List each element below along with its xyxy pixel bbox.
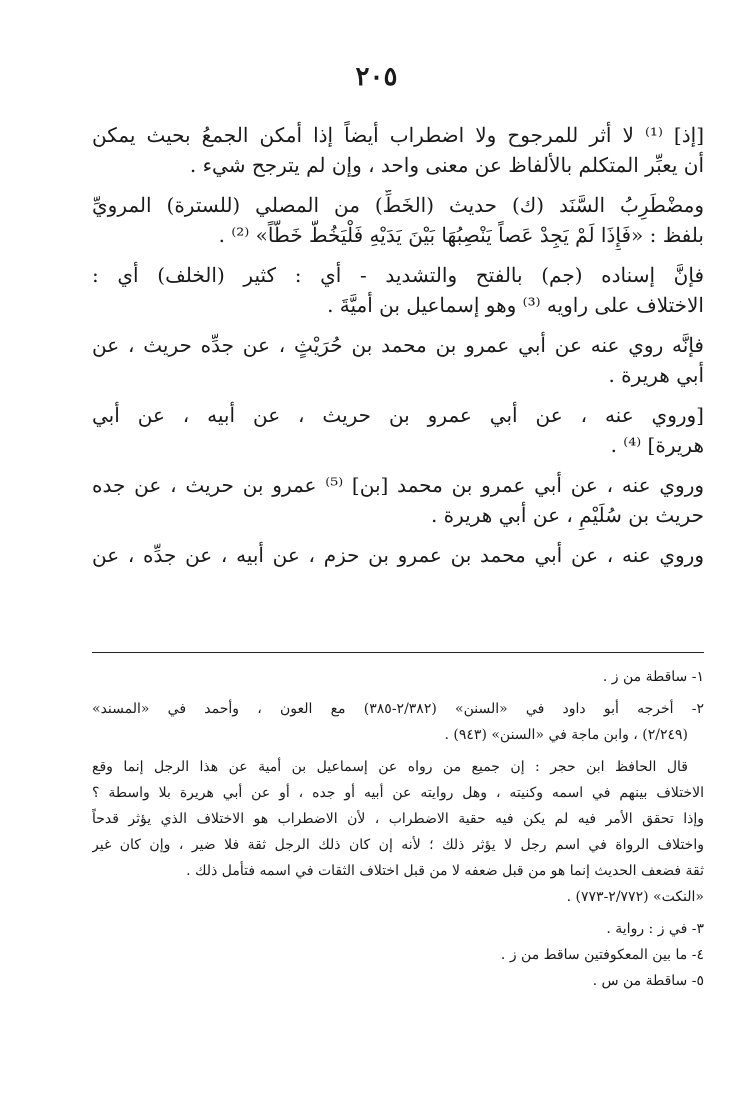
footnote-2: ٢- أخرجه أبو داود في «السنن» (٢/٣٨٢-٣٨٥) مع العون ، وأحمد في «المسند»	[92, 701, 704, 717]
page-number: ٢٠٥	[355, 62, 398, 92]
body-line: أبي هريرة .	[608, 363, 704, 387]
footnote-3: ٣- في ز : رواية .	[606, 921, 704, 937]
body-line: فإنَّ إسناده (جم) بالفتح والتشديد - أي : كثير (الخلف) أي :	[92, 263, 704, 287]
body-line: فإنَّه روي عنه عن أبي عمرو بن محمد بن حُرَيْثٍ ، عن جدِّه حريث ، عن	[92, 333, 704, 357]
body-line: وروي عنه ، عن أبي محمد بن عمرو بن حزم ، عن أبيه ، عن جدِّه ، عن	[92, 543, 704, 567]
footnotes	[92, 664, 704, 994]
footnote-5: ٥- ساقطة من س .	[592, 973, 704, 989]
body-line: بلفظ : «فَإِذَا لَمْ يَجِدْ عَصاً يَنْصِبُهَا بَيْنَ يَدَيْهِ فَلْيَخُطَّ خَطّاً» ⁽²⁾ .	[218, 223, 704, 247]
footnote-divider	[92, 652, 704, 653]
body-line: هريرة] ⁽⁴⁾ .	[610, 433, 704, 457]
footnote-quote-line: قال الحافظ ابن حجر : إن جميع من رواه عن إسماعيل بن أمية عن هذا الرجل إنما وقع	[92, 759, 688, 775]
body-line: الاختلاف على راويه ⁽³⁾ وهو إسماعيل بن أميَّةَ .	[327, 293, 704, 317]
footnote-quote-line: الاختلاف بينهم في اسمه وكنيته ، وهل روايته عن أبيه أو جده ، أو عن أبي هريرة بلا واسطة ؟	[92, 785, 704, 801]
body-line: ومضْطَرِبُ السَّنَد (ك) حديث (الخَطِّ) من المصلي (للسترة) المرويِّ	[92, 193, 704, 217]
body-line: وروي عنه ، عن أبي عمرو بن محمد [بن] ⁽⁵⁾ عمرو بن حريث ، عن جده	[92, 473, 704, 497]
footnote-2-cont: (٢/٢٤٩) ، وابن ماجة في «السنن» (٩٤٣) .	[444, 727, 688, 743]
footnote-quote-line: واختلاف الرواة في اسم رجل لا يؤثر ذلك ؛ لأنه إن كان ذلك الرجل ثقة فلا ضير ، وإن كان غير	[92, 837, 704, 853]
footnote-4: ٤- ما بين المعكوفتين ساقط من ز .	[500, 947, 704, 963]
footnote-quote-ref: «النكت» (٢/٧٧٢-٧٧٣) .	[566, 889, 704, 905]
body-line: [إذ] ⁽¹⁾ لا أثر للمرجوح ولا اضطراب أيضاً إذا أمكن الجمعُ بحيث يمكن	[92, 123, 704, 147]
body-line: [وروي عنه ، عن أبي عمرو بن حريث ، عن أبيه ، عن أبي	[92, 403, 704, 427]
main-text	[92, 120, 704, 570]
footnote-quote-line: وإذا تحقق الأمر فيه لم يكن فيه حقية الاضطراب ، لأن الاضطراب هو الاختلاف الذي يؤثر قدحاً	[92, 811, 704, 827]
body-line: حريث بن سُلَيْمٍ ، عن أبي هريرة .	[430, 503, 704, 527]
footnote-1: ١- ساقطة من ز .	[602, 669, 704, 685]
footnote-quote-line: ثقة فضعف الحديث إنما هو من قبل ضعفه لا من قبل اختلاف الثقات في اسمه فتأمل ذلك .	[186, 863, 704, 879]
body-line: أن يعبِّر المتكلم بالألفاظ عن معنى واحد ، وإن لم يترجح شيء .	[189, 153, 704, 177]
